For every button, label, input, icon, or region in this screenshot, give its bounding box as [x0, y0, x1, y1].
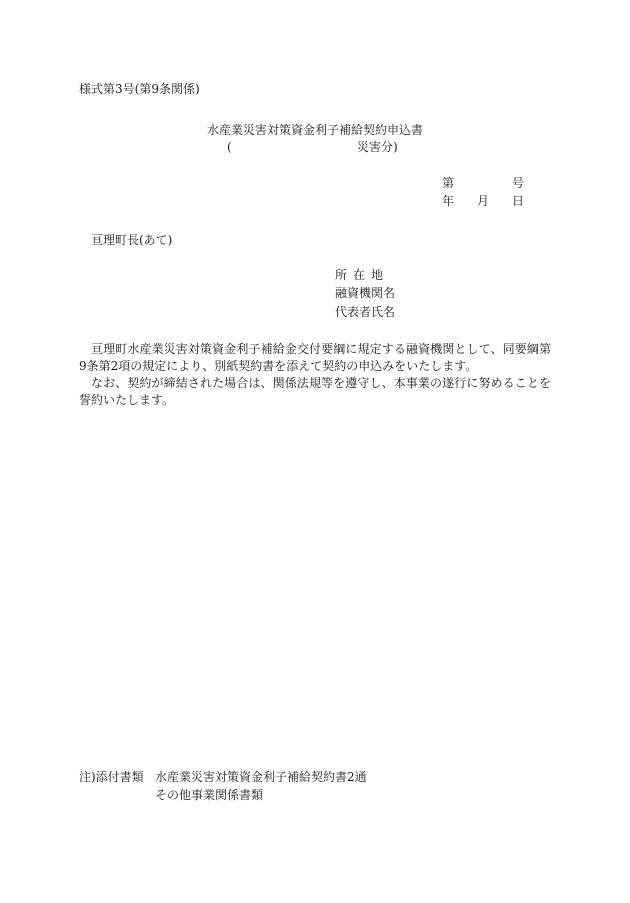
date-day-label: 日	[512, 194, 525, 208]
form-number: 様式第3号(第9条関係)	[79, 82, 200, 96]
body-text	[79, 341, 551, 409]
doc-number-suffix: 号	[512, 176, 525, 190]
document-title: 水産業災害対策資金利子補給契約申込書	[207, 123, 424, 137]
sender-representative-label: 代表者氏名	[335, 305, 396, 319]
body-paragraph-2: なお、契約が締結された場合は、関係法規等を遵守し、本事業の遂行に努めることを誓約いたします。	[79, 376, 551, 407]
attachment-item: 水産業災害対策資金利子補給契約書2通	[155, 770, 367, 784]
date-year-label: 年	[442, 194, 455, 208]
attachment-item: その他事業関係書類	[155, 788, 264, 802]
sender-institution-label: 融資機関名	[335, 286, 396, 300]
addressee: 亘理町長(あて)	[91, 233, 173, 247]
subtitle-open-paren: (	[227, 140, 232, 154]
subtitle-disaster-label: 災害分)	[357, 140, 398, 154]
body-paragraph-1: 亘理町水産業災害対策資金利子補給金交付要綱に規定する融資機関として、同要綱第9条第2項の規定により、別紙契約書を添えて契約の申込みをいたします。	[79, 342, 551, 373]
sender-location-label: 所在地	[335, 268, 390, 282]
attachments-label: 注)添付書類	[79, 770, 144, 784]
doc-number-prefix: 第	[442, 176, 455, 190]
date-month-label: 月	[477, 194, 490, 208]
